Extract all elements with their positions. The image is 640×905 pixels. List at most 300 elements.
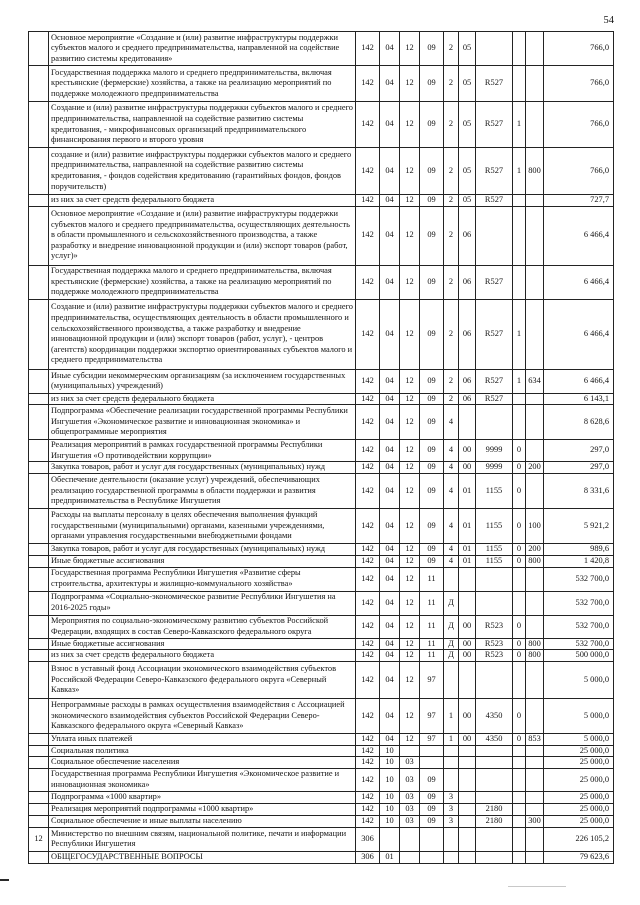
code-program <box>420 827 444 851</box>
table-row <box>29 757 614 769</box>
code-direction: R527 <box>476 265 513 299</box>
code-program: 09 <box>420 440 444 462</box>
row-amount: 25 000,0 <box>544 757 614 769</box>
code-direction <box>476 851 513 863</box>
code-direction <box>476 405 513 440</box>
row-number <box>29 102 49 148</box>
code-program: 09 <box>420 369 444 393</box>
code-ministry: 142 <box>356 66 380 102</box>
page-number: 54 <box>603 15 614 26</box>
table-row <box>29 803 614 815</box>
code-section: 04 <box>380 32 400 66</box>
row-description: Создание и (или) развитие инфраструктуры поддержки субъектов малого и среднего предпринимательства, осуществляющих деятельность в области промышленного и сельскохозяйственного производства, а также разработку и внедрение инновационной продукции и (или) экспорт товаров (работ, услуг), - центров (агентств) координации поддержки экспортно ориентированных субъектов малого и среднего предпринимательства <box>49 299 356 369</box>
row-number <box>29 148 49 195</box>
row-description: Государственная программа Республики Ингушетия «Экономическое развитие и инновационная экономика» <box>49 768 356 791</box>
row-amount: 5 000,0 <box>544 699 614 734</box>
code-activity: 01 <box>459 543 476 555</box>
code-expense-type: 853 <box>526 734 544 746</box>
row-amount: 532 700,0 <box>544 567 614 591</box>
code-program <box>420 745 444 757</box>
code-ministry: 142 <box>356 803 380 815</box>
code-direction: 1155 <box>476 543 513 555</box>
table-row <box>29 555 614 567</box>
code-subprogram: 2 <box>444 66 459 102</box>
code-program: 11 <box>420 615 444 638</box>
code-expense-type <box>526 745 544 757</box>
row-number <box>29 851 49 863</box>
row-description: Реализация мероприятий в рамках государственной программы Республики Ингушетия «О противодействии коррупции» <box>49 440 356 462</box>
row-description: Основное мероприятие «Создание и (или) развитие инфраструктуры поддержки субъектов малого и среднего предпринимательства, осуществляющих деятельность в области промышленного и сельскохозяйственного производства, а также разработку и внедрение инновационной продукции и (или) экспорт товаров (работ, услуг)» <box>49 206 356 265</box>
row-amount: 532 700,0 <box>544 615 614 638</box>
code-section: 04 <box>380 543 400 555</box>
row-number <box>29 591 49 615</box>
code-subprogram: 4 <box>444 473 459 508</box>
code-ministry: 142 <box>356 791 380 803</box>
row-amount: 5 000,0 <box>544 662 614 699</box>
code-direction-sub <box>513 791 526 803</box>
row-description: Подпрограмма «Обеспечение реализации государственной программы Республики Ингушетия «Экономическое развитие и инновационная экономика» и общепрограммные мероприятия <box>49 405 356 440</box>
code-direction-sub: 0 <box>513 473 526 508</box>
code-activity: 06 <box>459 299 476 369</box>
table-row <box>29 66 614 102</box>
code-subsection: 12 <box>400 543 420 555</box>
code-program: 11 <box>420 567 444 591</box>
code-subprogram <box>444 851 459 863</box>
code-program: 97 <box>420 662 444 699</box>
code-subprogram: 2 <box>444 195 459 207</box>
row-number <box>29 369 49 393</box>
scan-mark <box>0 879 9 881</box>
code-subsection: 12 <box>400 299 420 369</box>
code-section: 04 <box>380 440 400 462</box>
row-description: Создание и (или) развитие инфраструктуры поддержки субъектов малого и среднего предпринимательства, направленной на содействие развитию системы кредитования, - микрофинансовых организаций предпринимательского финансирования первого и второго уровня <box>49 102 356 148</box>
row-amount: 8 331,6 <box>544 473 614 508</box>
code-direction-sub <box>513 32 526 66</box>
row-description: ОБЩЕГОСУДАРСТВЕННЫЕ ВОПРОСЫ <box>49 851 356 863</box>
code-activity: 06 <box>459 206 476 265</box>
code-activity: 00 <box>459 734 476 746</box>
code-direction-sub <box>513 405 526 440</box>
table-row <box>29 591 614 615</box>
code-ministry: 142 <box>356 102 380 148</box>
code-direction: 9999 <box>476 462 513 474</box>
code-subsection: 12 <box>400 555 420 567</box>
code-direction-sub: 0 <box>513 440 526 462</box>
code-section: 04 <box>380 405 400 440</box>
row-number <box>29 473 49 508</box>
row-amount: 1 420,8 <box>544 555 614 567</box>
code-ministry: 142 <box>356 662 380 699</box>
code-direction-sub <box>513 745 526 757</box>
code-expense-type <box>526 195 544 207</box>
table-row <box>29 650 614 662</box>
row-description: Обеспечение деятельности (оказание услуг) учреждений, обеспечивающих реализацию государственной программы в области поддержки и развития предпринимательства в Республике Ингушетия <box>49 473 356 508</box>
row-amount: 226 105,2 <box>544 827 614 851</box>
row-number <box>29 299 49 369</box>
code-ministry: 142 <box>356 815 380 827</box>
code-direction <box>476 791 513 803</box>
code-direction: R527 <box>476 148 513 195</box>
row-description: Закупка товаров, работ и услуг для государственных (муниципальных) нужд <box>49 543 356 555</box>
row-description: Социальное обеспечение населения <box>49 757 356 769</box>
code-activity: 05 <box>459 148 476 195</box>
table-row <box>29 851 614 863</box>
row-number <box>29 462 49 474</box>
code-activity <box>459 662 476 699</box>
code-activity: 01 <box>459 508 476 543</box>
code-program <box>420 851 444 863</box>
code-subsection: 12 <box>400 369 420 393</box>
table-row <box>29 734 614 746</box>
code-activity <box>459 851 476 863</box>
code-activity <box>459 745 476 757</box>
code-direction: 4350 <box>476 699 513 734</box>
code-section <box>380 827 400 851</box>
code-program: 97 <box>420 699 444 734</box>
code-subsection: 12 <box>400 650 420 662</box>
code-subprogram: 1 <box>444 734 459 746</box>
code-direction <box>476 591 513 615</box>
code-expense-type <box>526 827 544 851</box>
code-expense-type: 300 <box>526 815 544 827</box>
code-expense-type <box>526 768 544 791</box>
row-number <box>29 803 49 815</box>
code-direction <box>476 567 513 591</box>
code-ministry: 142 <box>356 148 380 195</box>
row-number <box>29 638 49 650</box>
code-direction-sub <box>513 591 526 615</box>
row-description: Взнос в уставный фонд Ассоциации экономического взаимодействия субъектов Российской Федерации Северо-Кавказского федерального округа «Северный Кавказ» <box>49 662 356 699</box>
code-direction-sub <box>513 757 526 769</box>
row-description: Основное мероприятие «Создание и (или) развитие инфраструктуры поддержки субъектов малого и среднего предпринимательства, направленной на содействие развитию системы кредитования» <box>49 32 356 66</box>
code-expense-type <box>526 299 544 369</box>
code-expense-type: 634 <box>526 369 544 393</box>
code-direction <box>476 768 513 791</box>
code-direction-sub <box>513 768 526 791</box>
code-subsection: 12 <box>400 102 420 148</box>
code-direction: R527 <box>476 195 513 207</box>
code-expense-type <box>526 699 544 734</box>
code-activity: 00 <box>459 650 476 662</box>
code-direction: R527 <box>476 66 513 102</box>
row-number <box>29 32 49 66</box>
code-subprogram <box>444 662 459 699</box>
row-number <box>29 393 49 405</box>
code-direction-sub <box>513 815 526 827</box>
code-section: 04 <box>380 699 400 734</box>
code-expense-type <box>526 591 544 615</box>
table-row <box>29 638 614 650</box>
row-number <box>29 745 49 757</box>
row-amount: 6 466,4 <box>544 299 614 369</box>
code-expense-type <box>526 567 544 591</box>
code-activity: 00 <box>459 699 476 734</box>
code-ministry: 142 <box>356 405 380 440</box>
table-row <box>29 32 614 66</box>
code-subsection: 12 <box>400 195 420 207</box>
code-expense-type <box>526 393 544 405</box>
row-description: создание и (или) развитие инфраструктуры поддержки субъектов малого и среднего предпринимательства, направленной на содействие развитию системы кредитования, - фондов содействия кредитованию (гарантийных фондов, фондов поручительств) <box>49 148 356 195</box>
code-program: 09 <box>420 148 444 195</box>
table-row <box>29 440 614 462</box>
table-row <box>29 815 614 827</box>
code-activity <box>459 591 476 615</box>
row-amount: 766,0 <box>544 66 614 102</box>
code-expense-type <box>526 662 544 699</box>
code-expense-type <box>526 102 544 148</box>
row-description: Социальное обеспечение и иные выплаты населению <box>49 815 356 827</box>
code-direction <box>476 662 513 699</box>
row-number <box>29 650 49 662</box>
code-ministry: 142 <box>356 757 380 769</box>
code-activity <box>459 567 476 591</box>
code-direction: 4350 <box>476 734 513 746</box>
row-amount: 25 000,0 <box>544 815 614 827</box>
code-expense-type <box>526 265 544 299</box>
code-ministry: 142 <box>356 638 380 650</box>
code-direction-sub: 0 <box>513 734 526 746</box>
row-description: Иные бюджетные ассигнования <box>49 638 356 650</box>
table-row <box>29 745 614 757</box>
table-row <box>29 206 614 265</box>
code-activity: 00 <box>459 615 476 638</box>
row-number <box>29 265 49 299</box>
row-number <box>29 757 49 769</box>
code-subprogram: 3 <box>444 791 459 803</box>
code-section: 04 <box>380 195 400 207</box>
code-section: 01 <box>380 851 400 863</box>
code-subsection <box>400 745 420 757</box>
code-direction <box>476 757 513 769</box>
code-expense-type <box>526 615 544 638</box>
code-activity: 01 <box>459 555 476 567</box>
code-subsection <box>400 827 420 851</box>
code-direction-sub: 0 <box>513 555 526 567</box>
code-section: 04 <box>380 555 400 567</box>
code-expense-type <box>526 757 544 769</box>
row-amount: 6 466,4 <box>544 265 614 299</box>
table-row <box>29 615 614 638</box>
code-expense-type <box>526 440 544 462</box>
code-program: 09 <box>420 393 444 405</box>
row-description: из них за счет средств федерального бюджета <box>49 650 356 662</box>
code-ministry: 142 <box>356 734 380 746</box>
code-subsection: 12 <box>400 265 420 299</box>
code-subprogram: Д <box>444 650 459 662</box>
code-direction <box>476 745 513 757</box>
table-row <box>29 567 614 591</box>
code-section: 04 <box>380 662 400 699</box>
code-activity <box>459 757 476 769</box>
code-direction <box>476 206 513 265</box>
code-section: 04 <box>380 508 400 543</box>
row-description: Подпрограмма «Социально-экономическое развитие Республики Ингушетия на 2016-2025 годы» <box>49 591 356 615</box>
code-expense-type: 800 <box>526 650 544 662</box>
code-ministry: 142 <box>356 206 380 265</box>
code-section: 04 <box>380 462 400 474</box>
code-program: 09 <box>420 195 444 207</box>
code-program: 09 <box>420 555 444 567</box>
code-ministry: 142 <box>356 555 380 567</box>
row-amount: 297,0 <box>544 440 614 462</box>
code-ministry: 142 <box>356 32 380 66</box>
code-program <box>420 757 444 769</box>
code-ministry: 142 <box>356 508 380 543</box>
code-activity: 05 <box>459 102 476 148</box>
row-amount: 5 921,2 <box>544 508 614 543</box>
row-amount: 25 000,0 <box>544 745 614 757</box>
code-ministry: 142 <box>356 591 380 615</box>
code-activity: 05 <box>459 32 476 66</box>
code-ministry: 142 <box>356 615 380 638</box>
table-row <box>29 369 614 393</box>
table-row <box>29 699 614 734</box>
code-ministry: 142 <box>356 393 380 405</box>
table-row <box>29 662 614 699</box>
row-amount: 989,6 <box>544 543 614 555</box>
code-program: 09 <box>420 508 444 543</box>
row-number <box>29 815 49 827</box>
table-row <box>29 768 614 791</box>
table-row <box>29 462 614 474</box>
row-number <box>29 405 49 440</box>
code-section: 10 <box>380 757 400 769</box>
row-amount: 79 623,6 <box>544 851 614 863</box>
code-section: 10 <box>380 803 400 815</box>
code-direction-sub <box>513 265 526 299</box>
code-expense-type <box>526 206 544 265</box>
code-direction: R527 <box>476 102 513 148</box>
code-direction: 1155 <box>476 555 513 567</box>
row-description: из них за счет средств федерального бюджета <box>49 195 356 207</box>
code-subprogram: 2 <box>444 206 459 265</box>
table-row <box>29 508 614 543</box>
row-description: Реализация мероприятий подпрограммы «1000 квартир» <box>49 803 356 815</box>
code-ministry: 142 <box>356 265 380 299</box>
row-amount: 500 000,0 <box>544 650 614 662</box>
row-description: Непрограммные расходы в рамках осуществления взаимодействия с Ассоциацией экономического взаимодействия субъектов Российской Федерации Северо-Кавказского федерального округа «Северный Кавказ» <box>49 699 356 734</box>
code-subsection: 03 <box>400 768 420 791</box>
code-expense-type <box>526 473 544 508</box>
code-subprogram <box>444 745 459 757</box>
code-direction-sub <box>513 66 526 102</box>
code-section: 10 <box>380 768 400 791</box>
code-program: 09 <box>420 803 444 815</box>
code-subprogram: 4 <box>444 405 459 440</box>
code-direction: R523 <box>476 638 513 650</box>
row-amount: 532 700,0 <box>544 638 614 650</box>
code-direction-sub: 1 <box>513 102 526 148</box>
code-direction-sub <box>513 851 526 863</box>
code-expense-type: 800 <box>526 555 544 567</box>
code-subsection: 12 <box>400 66 420 102</box>
code-expense-type <box>526 851 544 863</box>
code-section: 10 <box>380 745 400 757</box>
code-expense-type <box>526 32 544 66</box>
code-expense-type <box>526 791 544 803</box>
code-activity: 00 <box>459 462 476 474</box>
code-direction-sub: 0 <box>513 508 526 543</box>
code-subsection: 12 <box>400 393 420 405</box>
row-amount: 532 700,0 <box>544 591 614 615</box>
code-expense-type: 800 <box>526 148 544 195</box>
code-program: 09 <box>420 299 444 369</box>
code-section: 04 <box>380 206 400 265</box>
code-program: 11 <box>420 591 444 615</box>
code-section: 04 <box>380 66 400 102</box>
code-ministry: 142 <box>356 440 380 462</box>
code-direction: 2180 <box>476 815 513 827</box>
row-number <box>29 615 49 638</box>
code-subsection: 12 <box>400 32 420 66</box>
code-program: 09 <box>420 462 444 474</box>
table-row <box>29 827 614 851</box>
code-section: 04 <box>380 148 400 195</box>
row-number <box>29 66 49 102</box>
code-subsection: 12 <box>400 440 420 462</box>
row-description: Иные субсидии некоммерческим организациям (за исключением государственных (муниципальных) учреждений) <box>49 369 356 393</box>
budget-table <box>28 31 614 864</box>
row-number <box>29 543 49 555</box>
code-subprogram: 2 <box>444 393 459 405</box>
code-subsection: 12 <box>400 405 420 440</box>
code-program: 09 <box>420 473 444 508</box>
row-number <box>29 734 49 746</box>
code-subprogram: 2 <box>444 148 459 195</box>
row-amount: 766,0 <box>544 148 614 195</box>
code-subprogram: Д <box>444 591 459 615</box>
code-section: 04 <box>380 615 400 638</box>
code-activity: 06 <box>459 265 476 299</box>
row-number <box>29 206 49 265</box>
code-program: 09 <box>420 102 444 148</box>
code-program: 11 <box>420 638 444 650</box>
code-direction: 1155 <box>476 508 513 543</box>
code-activity <box>459 803 476 815</box>
code-ministry: 142 <box>356 745 380 757</box>
row-amount: 727,7 <box>544 195 614 207</box>
code-subsection: 12 <box>400 508 420 543</box>
code-subsection: 12 <box>400 473 420 508</box>
code-subprogram: 2 <box>444 299 459 369</box>
code-subsection <box>400 851 420 863</box>
code-activity <box>459 791 476 803</box>
code-subprogram: 1 <box>444 699 459 734</box>
code-ministry: 142 <box>356 473 380 508</box>
code-activity: 05 <box>459 195 476 207</box>
row-number: 12 <box>29 827 49 851</box>
code-program: 09 <box>420 543 444 555</box>
code-activity: 06 <box>459 369 476 393</box>
row-number <box>29 195 49 207</box>
code-subprogram <box>444 768 459 791</box>
code-subsection: 12 <box>400 734 420 746</box>
row-description: Социальная политика <box>49 745 356 757</box>
code-expense-type: 200 <box>526 543 544 555</box>
code-program: 09 <box>420 791 444 803</box>
code-subprogram <box>444 567 459 591</box>
row-description: Закупка товаров, работ и услуг для государственных (муниципальных) нужд <box>49 462 356 474</box>
row-amount: 6 466,4 <box>544 369 614 393</box>
code-direction-sub <box>513 827 526 851</box>
code-subprogram: 2 <box>444 102 459 148</box>
code-program: 11 <box>420 650 444 662</box>
code-activity <box>459 768 476 791</box>
code-expense-type <box>526 803 544 815</box>
code-section: 04 <box>380 299 400 369</box>
code-section: 04 <box>380 638 400 650</box>
code-subsection: 03 <box>400 757 420 769</box>
